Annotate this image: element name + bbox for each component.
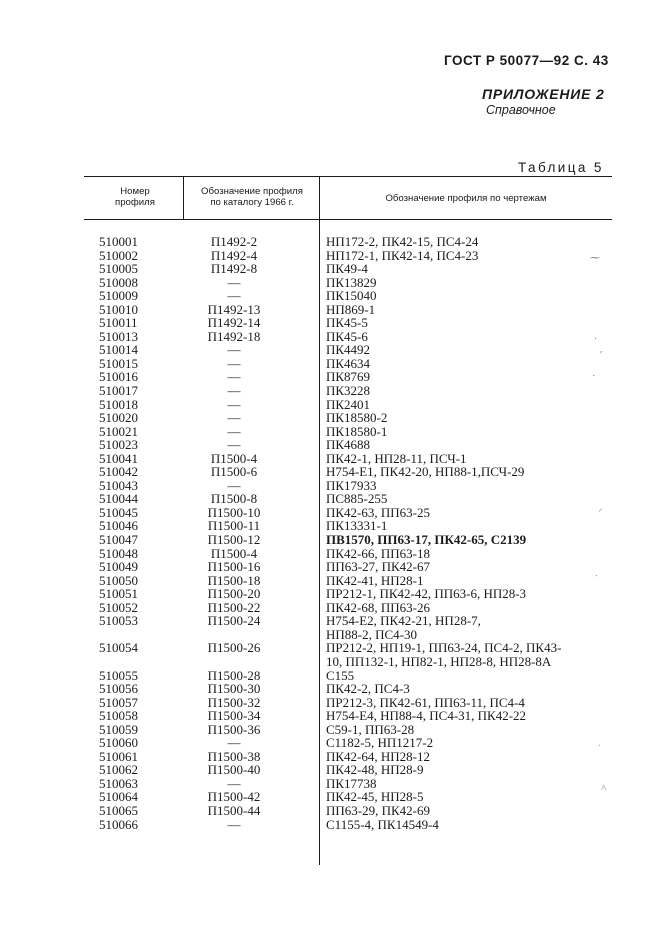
catalog-designation: П1500-32	[207, 694, 261, 710]
drawing-designation: ПП63-29, ПК42-69	[326, 802, 430, 818]
table-row	[0, 533, 661, 547]
drawing-designation: ПК42-41, НП28-1	[326, 572, 424, 588]
profile-number: 510043	[99, 477, 138, 493]
profile-number: 510054	[99, 640, 138, 656]
table-row	[0, 790, 661, 804]
table-row	[0, 479, 661, 493]
profile-number: 510008	[99, 274, 138, 290]
catalog-designation: П1500-11	[207, 518, 261, 534]
catalog-designation: —	[227, 288, 241, 304]
drawing-designation: ПК18580-2	[326, 410, 388, 426]
table-row	[0, 696, 661, 710]
drawing-designation: ПК45-6	[326, 328, 368, 344]
profile-number: 510017	[99, 383, 138, 399]
catalog-designation: П1500-18	[207, 572, 261, 588]
catalog-designation: П1500-28	[207, 667, 261, 683]
catalog-designation: П1500-44	[207, 802, 261, 818]
profile-number: 510065	[99, 802, 138, 818]
table-body	[0, 235, 661, 831]
table-row	[0, 641, 661, 668]
drawing-designation: ПК13829	[326, 274, 377, 290]
catalog-designation: П1500-4	[210, 545, 258, 561]
profile-number: 510057	[99, 694, 138, 710]
catalog-designation: П1492-14	[207, 315, 261, 331]
profile-number: 510059	[99, 721, 138, 737]
drawing-designation: ПК42-66, ПП63-18	[326, 545, 430, 561]
table-label: Таблица 5	[518, 160, 604, 175]
profile-number: 510011	[99, 315, 138, 331]
profile-number: 510013	[99, 328, 138, 344]
drawing-designation: НП869-1	[326, 301, 376, 317]
table-row	[0, 398, 661, 412]
catalog-designation: —	[227, 369, 241, 385]
profile-number: 510021	[99, 423, 138, 439]
catalog-designation: П1500-16	[207, 559, 261, 575]
table-row	[0, 303, 661, 317]
profile-number: 510044	[99, 491, 138, 507]
drawing-designation: ПК42-68, ПП63-26	[326, 599, 430, 615]
profile-number: 510015	[99, 355, 138, 371]
catalog-designation: —	[227, 355, 241, 371]
profile-number: 510051	[99, 586, 138, 602]
profile-number: 510050	[99, 572, 138, 588]
drawing-designation: ПК18580-1	[326, 423, 388, 439]
profile-number: 510005	[99, 261, 138, 277]
catalog-designation: —	[227, 274, 241, 290]
drawing-designation: ПК3228	[326, 383, 371, 399]
profile-number: 510062	[99, 762, 138, 778]
catalog-designation: П1500-30	[207, 681, 261, 697]
table-row	[0, 289, 661, 303]
scan-speck: ˙	[592, 374, 596, 385]
scan-speck: ˏ	[595, 566, 599, 577]
catalog-designation: П1500-12	[207, 532, 261, 548]
profile-number: 510045	[99, 504, 138, 520]
drawing-designation: ПР212-2, НП19-1, ПП63-24, ПС4-2, ПК43- 10, ПП132-1, НП82-1, НП28-8, НП28-8А	[326, 640, 562, 669]
table-row	[0, 777, 661, 791]
table-row	[0, 601, 661, 615]
table-row	[0, 370, 661, 384]
table-row	[0, 750, 661, 764]
profile-number: 510049	[99, 559, 138, 575]
table-row	[0, 709, 661, 723]
drawing-designation: ПК17738	[326, 775, 377, 791]
profile-number: 510052	[99, 599, 138, 615]
scan-speck: ⸝	[598, 503, 603, 514]
profile-number: 510016	[99, 369, 138, 385]
drawing-designation: С1182-5, НП1217-2	[326, 735, 434, 751]
catalog-designation: П1492-8	[210, 261, 258, 277]
profile-number: 510020	[99, 410, 138, 426]
table-row	[0, 736, 661, 750]
profile-number: 510055	[99, 667, 138, 683]
profile-number: 510048	[99, 545, 138, 561]
profile-number: 510023	[99, 437, 138, 453]
drawing-designation: ПК42-2, ПС4-3	[326, 681, 410, 697]
column-header-number: Номер профиля	[115, 186, 155, 208]
table-row	[0, 804, 661, 818]
profile-number: 510066	[99, 816, 138, 832]
profile-number: 510060	[99, 735, 138, 751]
drawing-designation: ПК13331-1	[326, 518, 388, 534]
drawing-designation: ПК2401	[326, 396, 371, 412]
table-row	[0, 614, 661, 641]
profile-number: 510058	[99, 708, 138, 724]
profile-number: 510009	[99, 288, 138, 304]
drawing-designation: ПК42-64, НП28-12	[326, 748, 430, 764]
catalog-designation: —	[227, 816, 241, 832]
profile-number: 510002	[99, 247, 138, 263]
catalog-designation: —	[227, 477, 241, 493]
profile-number: 510041	[99, 450, 138, 466]
catalog-designation: —	[227, 410, 241, 426]
column-header-catalog: Обозначение профиля по каталогу 1966 г.	[201, 186, 303, 208]
table-row	[0, 818, 661, 832]
scan-speck: ⁓	[590, 253, 600, 264]
catalog-designation: П1500-20	[207, 586, 261, 602]
drawing-designation: НП172-1, ПК42-14, ПС4-23	[326, 247, 479, 263]
profile-number: 510046	[99, 518, 138, 534]
drawing-designation: ПР212-3, ПК42-61, ПП63-11, ПС4-4	[326, 694, 525, 710]
table-row	[0, 574, 661, 588]
drawing-designation: ПВ1570, ПП63-17, ПК42-65, С2139	[326, 532, 527, 548]
profile-number: 510064	[99, 789, 138, 805]
drawing-designation: ПК45-5	[326, 315, 368, 331]
drawing-designation: ПС885-255	[326, 491, 388, 507]
drawing-designation: ПК42-1, НП28-11, ПСЧ-1	[326, 450, 467, 466]
catalog-designation: П1500-34	[207, 708, 261, 724]
standard-reference: ГОСТ Р 50077—92 С. 43	[444, 53, 609, 68]
drawing-designation: ПК8769	[326, 369, 371, 385]
table-top-rule	[84, 176, 612, 177]
catalog-designation: П1500-26	[207, 640, 261, 656]
table-row	[0, 249, 661, 263]
catalog-designation: —	[227, 396, 241, 412]
profile-number: 510056	[99, 681, 138, 697]
table-row	[0, 452, 661, 466]
scan-speck: ˄	[601, 783, 607, 794]
drawing-designation: С155	[326, 667, 355, 683]
drawing-designation: Н754-Е4, НП88-4, ПС4-31, ПК42-22	[326, 708, 527, 724]
catalog-designation: —	[227, 437, 241, 453]
table-row	[0, 723, 661, 737]
catalog-designation: П1500-38	[207, 748, 261, 764]
catalog-designation: —	[227, 735, 241, 751]
table-row	[0, 560, 661, 574]
profile-number: 510001	[99, 234, 138, 249]
catalog-designation: П1500-24	[207, 613, 261, 629]
catalog-designation: —	[227, 383, 241, 399]
drawing-designation: ПК17933	[326, 477, 377, 493]
table-row	[0, 438, 661, 452]
drawing-designation: ПК42-45, НП28-5	[326, 789, 424, 805]
catalog-designation: П1500-42	[207, 789, 261, 805]
table-row	[0, 330, 661, 344]
table-row	[0, 682, 661, 696]
drawing-designation: ПК42-48, НП28-9	[326, 762, 424, 778]
catalog-designation: П1492-4	[210, 247, 258, 263]
drawing-designation: НП172-2, ПК42-15, ПС4-24	[326, 234, 479, 249]
table-row	[0, 425, 661, 439]
drawing-designation: ПК4634	[326, 355, 371, 371]
table-row	[0, 343, 661, 357]
drawing-designation: ПК4492	[326, 342, 371, 358]
table-row	[0, 465, 661, 479]
table-row	[0, 519, 661, 533]
catalog-designation: П1500-6	[210, 464, 258, 480]
profile-number: 510010	[99, 301, 138, 317]
table-row	[0, 384, 661, 398]
column-divider-1	[183, 177, 184, 219]
catalog-designation: П1492-13	[207, 301, 261, 317]
catalog-designation: П1492-18	[207, 328, 261, 344]
scan-speck: ˑ	[598, 742, 601, 753]
catalog-designation: П1500-22	[207, 599, 261, 615]
catalog-designation: П1500-36	[207, 721, 261, 737]
table-row	[0, 276, 661, 290]
table-header-rule	[84, 219, 612, 220]
table-row	[0, 235, 661, 249]
catalog-designation: П1500-10	[207, 504, 261, 520]
table-row	[0, 357, 661, 371]
table-row	[0, 547, 661, 561]
profile-number: 510061	[99, 748, 138, 764]
scan-speck: ᐧ	[594, 334, 597, 345]
profile-number: 510042	[99, 464, 138, 480]
profile-number: 510047	[99, 532, 138, 548]
drawing-designation: ПК49-4	[326, 261, 368, 277]
profile-number: 510053	[99, 613, 138, 629]
catalog-designation: П1500-8	[210, 491, 258, 507]
profile-number: 510014	[99, 342, 138, 358]
catalog-designation: —	[227, 423, 241, 439]
drawing-designation: С1155-4, ПК14549-4	[326, 816, 439, 832]
table-row	[0, 669, 661, 683]
appendix-title: ПРИЛОЖЕНИЕ 2	[482, 86, 605, 102]
drawing-designation: ПК42-63, ПП63-25	[326, 504, 430, 520]
catalog-designation: —	[227, 775, 241, 791]
scan-speck: ʹ	[600, 350, 603, 361]
column-header-drawings: Обозначение профиля по чертежам	[385, 193, 547, 204]
drawing-designation: ПК4688	[326, 437, 371, 453]
table-row	[0, 587, 661, 601]
catalog-designation: П1492-2	[210, 234, 258, 249]
catalog-designation: П1500-40	[207, 762, 261, 778]
drawing-designation: ПП63-27, ПК42-67	[326, 559, 430, 575]
drawing-designation: С59-1, ПП63-28	[326, 721, 415, 737]
profile-number: 510018	[99, 396, 138, 412]
appendix-subtitle: Справочное	[486, 103, 556, 117]
profile-number: 510063	[99, 775, 138, 791]
drawing-designation: Н754-Е1, ПК42-20, НП88-1,ПСЧ-29	[326, 464, 525, 480]
drawing-designation: ПР212-1, ПК42-42, ПП63-6, НП28-3	[326, 586, 527, 602]
table-row	[0, 316, 661, 330]
drawing-designation: Н754-Е2, ПК42-21, НП28-7, НП88-2, ПС4-30	[326, 613, 481, 642]
table-row	[0, 506, 661, 520]
table-row	[0, 763, 661, 777]
table-row	[0, 492, 661, 506]
table-row	[0, 262, 661, 276]
drawing-designation: ПК15040	[326, 288, 377, 304]
catalog-designation: П1500-4	[210, 450, 258, 466]
catalog-designation: —	[227, 342, 241, 358]
table-row	[0, 411, 661, 425]
